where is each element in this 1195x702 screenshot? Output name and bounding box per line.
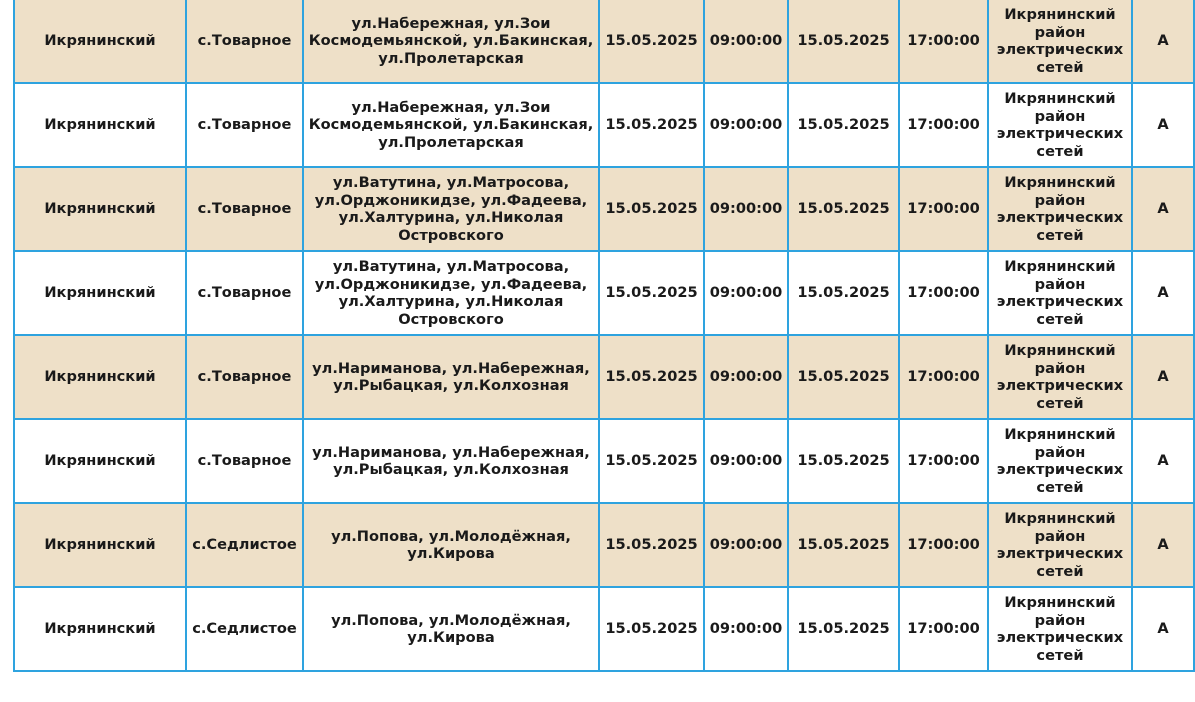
- end-time-cell: 17:00:00: [899, 503, 988, 587]
- start-time-cell: 09:00:00: [704, 0, 788, 83]
- end-date-cell: 15.05.2025: [788, 0, 899, 83]
- truncated-cell: А: [1132, 419, 1194, 503]
- streets-cell: ул.Попова, ул.Молодёжная, ул.Кирова: [303, 587, 599, 671]
- truncated-cell: А: [1132, 251, 1194, 335]
- district-cell: Икрянинский: [14, 503, 186, 587]
- end-time-cell: 17:00:00: [899, 419, 988, 503]
- start-date-cell: 15.05.2025: [599, 167, 704, 251]
- streets-cell: ул.Попова, ул.Молодёжная, ул.Кирова: [303, 503, 599, 587]
- table-row: [14, 83, 1194, 167]
- settlement-cell: с.Товарное: [186, 0, 303, 83]
- truncated-cell: А: [1132, 0, 1194, 83]
- end-date-cell: 15.05.2025: [788, 503, 899, 587]
- organization-cell: Икрянинский район электрических сетей: [988, 335, 1132, 419]
- district-cell: Икрянинский: [14, 419, 186, 503]
- organization-cell: Икрянинский район электрических сетей: [988, 83, 1132, 167]
- table-row: [14, 503, 1194, 587]
- start-date-cell: 15.05.2025: [599, 251, 704, 335]
- organization-cell: Икрянинский район электрических сетей: [988, 167, 1132, 251]
- table-row: [14, 251, 1194, 335]
- table-row: [14, 0, 1194, 83]
- settlement-cell: с.Седлистое: [186, 587, 303, 671]
- end-time-cell: 17:00:00: [899, 83, 988, 167]
- settlement-cell: с.Товарное: [186, 335, 303, 419]
- start-date-cell: 15.05.2025: [599, 83, 704, 167]
- start-date-cell: 15.05.2025: [599, 503, 704, 587]
- organization-cell: Икрянинский район электрических сетей: [988, 587, 1132, 671]
- organization-cell: Икрянинский район электрических сетей: [988, 503, 1132, 587]
- start-time-cell: 09:00:00: [704, 167, 788, 251]
- district-cell: Икрянинский: [14, 251, 186, 335]
- district-cell: Икрянинский: [14, 335, 186, 419]
- end-time-cell: 17:00:00: [899, 587, 988, 671]
- district-cell: Икрянинский: [14, 167, 186, 251]
- start-time-cell: 09:00:00: [704, 83, 788, 167]
- end-date-cell: 15.05.2025: [788, 251, 899, 335]
- truncated-cell: А: [1132, 587, 1194, 671]
- organization-cell: Икрянинский район электрических сетей: [988, 419, 1132, 503]
- district-cell: Икрянинский: [14, 587, 186, 671]
- streets-cell: ул.Нариманова, ул.Набережная, ул.Рыбацкая, ул.Колхозная: [303, 419, 599, 503]
- settlement-cell: с.Товарное: [186, 251, 303, 335]
- district-cell: Икрянинский: [14, 83, 186, 167]
- district-cell: Икрянинский: [14, 0, 186, 83]
- streets-cell: ул.Ватутина, ул.Матросова, ул.Орджоникидзе, ул.Фадеева, ул.Халтурина, ул.Николая Островского: [303, 167, 599, 251]
- table-row: [14, 419, 1194, 503]
- streets-cell: ул.Набережная, ул.Зои Космодемьянской, ул.Бакинская, ул.Пролетарская: [303, 0, 599, 83]
- start-time-cell: 09:00:00: [704, 587, 788, 671]
- end-date-cell: 15.05.2025: [788, 587, 899, 671]
- start-time-cell: 09:00:00: [704, 335, 788, 419]
- settlement-cell: с.Товарное: [186, 419, 303, 503]
- table-row: [14, 167, 1194, 251]
- start-date-cell: 15.05.2025: [599, 419, 704, 503]
- streets-cell: ул.Ватутина, ул.Матросова, ул.Орджоникидзе, ул.Фадеева, ул.Халтурина, ул.Николая Островского: [303, 251, 599, 335]
- start-date-cell: 15.05.2025: [599, 0, 704, 83]
- truncated-cell: А: [1132, 167, 1194, 251]
- start-time-cell: 09:00:00: [704, 503, 788, 587]
- truncated-cell: А: [1132, 83, 1194, 167]
- end-date-cell: 15.05.2025: [788, 83, 899, 167]
- end-time-cell: 17:00:00: [899, 167, 988, 251]
- start-time-cell: 09:00:00: [704, 251, 788, 335]
- end-time-cell: 17:00:00: [899, 251, 988, 335]
- end-date-cell: 15.05.2025: [788, 335, 899, 419]
- table-body: [14, 0, 1194, 671]
- table-row: [14, 587, 1194, 671]
- truncated-cell: А: [1132, 503, 1194, 587]
- outage-table-container: [13, 0, 1169, 672]
- streets-cell: ул.Набережная, ул.Зои Космодемьянской, ул.Бакинская, ул.Пролетарская: [303, 83, 599, 167]
- streets-cell: ул.Нариманова, ул.Набережная, ул.Рыбацкая, ул.Колхозная: [303, 335, 599, 419]
- settlement-cell: с.Седлистое: [186, 503, 303, 587]
- table-row: [14, 335, 1194, 419]
- start-date-cell: 15.05.2025: [599, 587, 704, 671]
- settlement-cell: с.Товарное: [186, 83, 303, 167]
- organization-cell: Икрянинский район электрических сетей: [988, 0, 1132, 83]
- end-date-cell: 15.05.2025: [788, 419, 899, 503]
- start-time-cell: 09:00:00: [704, 419, 788, 503]
- end-date-cell: 15.05.2025: [788, 167, 899, 251]
- end-time-cell: 17:00:00: [899, 0, 988, 83]
- settlement-cell: с.Товарное: [186, 167, 303, 251]
- outage-schedule-table: [13, 0, 1195, 672]
- end-time-cell: 17:00:00: [899, 335, 988, 419]
- truncated-cell: А: [1132, 335, 1194, 419]
- organization-cell: Икрянинский район электрических сетей: [988, 251, 1132, 335]
- start-date-cell: 15.05.2025: [599, 335, 704, 419]
